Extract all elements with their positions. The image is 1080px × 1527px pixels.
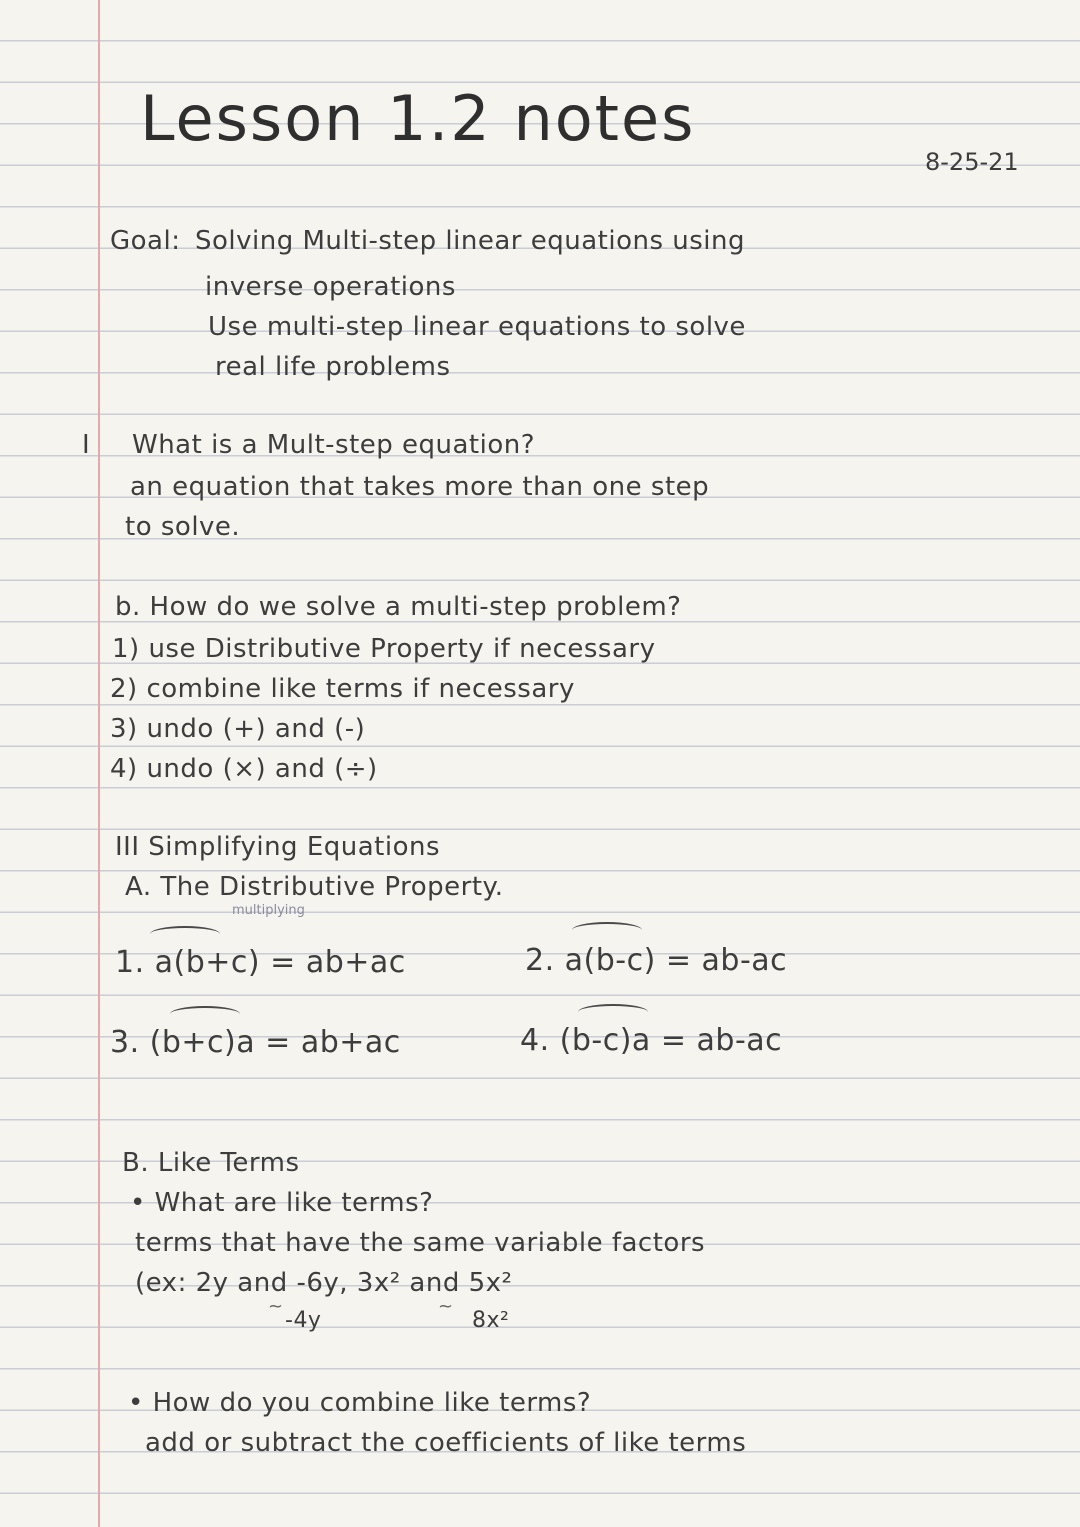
multiplying-annotation: multiplying [232,903,305,918]
distribution-arc-2 [572,922,642,938]
goal-line-1: Solving Multi-step linear equations using [195,226,745,256]
distributive-example-4: 4. (b-c)a = ab-ac [520,1023,783,1058]
combine-question: • How do you combine like terms? [128,1388,592,1418]
step-1: 1) use Distributive Property if necessary [112,634,656,664]
goal-line-4: real life problems [215,352,451,382]
tilde-mark-2: ~ [438,1296,454,1317]
section-1-answer-line-1: an equation that takes more than one step [130,472,710,502]
goal-line-2: inverse operations [205,272,456,302]
like-terms-heading: B. Like Terms [122,1148,300,1178]
distribution-arc-4 [578,1004,648,1020]
step-3: 3) undo (+) and (-) [110,714,366,744]
step-2: 2) combine like terms if necessary [110,674,575,704]
like-terms-question: • What are like terms? [130,1188,434,1218]
like-terms-example: (ex: 2y and -6y, 3x² and 5x² [135,1268,513,1298]
date-text: 8-25-21 [925,148,1019,176]
distributive-example-2: 2. a(b-c) = ab-ac [525,943,788,978]
step-4: 4) undo (×) and (÷) [110,754,378,784]
section-1-question: What is a Mult-step equation? [132,430,536,460]
combine-answer: add or subtract the coefficients of like terms [145,1428,747,1458]
section-1b-question: b. How do we solve a multi-step problem? [115,592,682,622]
distribution-arc-1 [150,926,220,942]
like-terms-definition: terms that have the same variable factors [135,1228,706,1258]
page-margin-line [98,0,100,1527]
goal-line-3: Use multi-step linear equations to solve [208,312,746,342]
tilde-mark-1: ~ [268,1296,284,1317]
distribution-arc-3 [170,1006,240,1022]
section-1-answer-line-2: to solve. [125,512,241,542]
like-terms-result-2: 8x² [472,1308,510,1333]
section-3a-heading: A. The Distributive Property. [125,872,504,902]
distributive-example-1: 1. a(b+c) = ab+ac [115,945,406,980]
page-title: Lesson 1.2 notes [140,82,696,155]
section-3-heading: III Simplifying Equations [115,832,441,862]
distributive-example-3: 3. (b+c)a = ab+ac [110,1025,401,1060]
section-1-numeral: I [82,430,91,460]
goal-label: Goal: [110,226,181,256]
like-terms-result-1: -4y [285,1308,322,1333]
